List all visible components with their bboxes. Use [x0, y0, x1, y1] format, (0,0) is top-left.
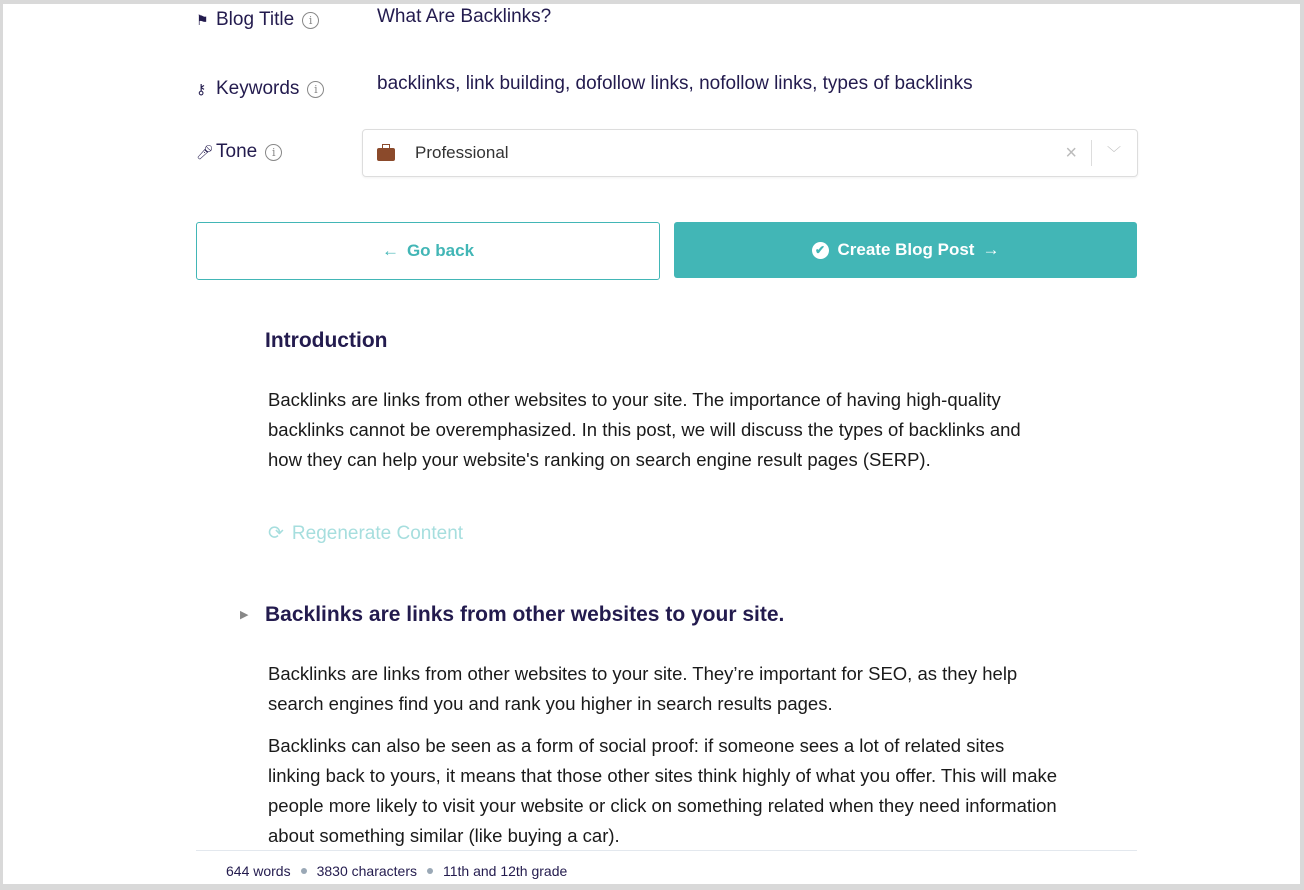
- info-icon[interactable]: i: [307, 81, 324, 98]
- refresh-icon: ⟳: [268, 523, 284, 544]
- keywords-value[interactable]: backlinks, link building, dofollow links, nofollow links, types of backlinks: [377, 73, 973, 94]
- briefcase-icon: [377, 148, 395, 161]
- tone-select[interactable]: [362, 129, 1138, 177]
- intro-paragraph: Backlinks are links from other websites to your site. The importance of having high-quality backlinks cannot be overemphasized. In this post, we will discuss the types of backlinks and how they can help your website's ranking on search engine result pages (SERP).: [268, 389, 1021, 470]
- word-count: 644 words: [226, 863, 291, 879]
- dot-separator: [301, 868, 307, 874]
- section-heading: Backlinks are links from other websites to your site.: [265, 603, 785, 626]
- go-back-button[interactable]: [196, 222, 660, 280]
- grade-level: 11th and 12th grade: [443, 863, 568, 879]
- info-icon[interactable]: i: [302, 12, 319, 29]
- section-paragraph: Backlinks can also be seen as a form of social proof: if someone sees a lot of related sites linking back to yours, it means that those other sites think highly of what you offer. This will make people more likely to visit your website or click on something related when they need information about something similar (like buying a car).: [268, 735, 1058, 846]
- clear-icon[interactable]: ×: [1065, 141, 1077, 164]
- check-circle-icon: ✔: [812, 242, 829, 259]
- stats-footer: [196, 850, 1137, 884]
- page: [3, 4, 1300, 884]
- create-label: Create Blog Post: [837, 240, 975, 259]
- dot-separator: [427, 868, 433, 874]
- keywords-label-row: [196, 78, 324, 100]
- character-count: 3830 characters: [316, 863, 417, 879]
- key-icon: ⚷: [196, 80, 207, 97]
- section-paragraph: Backlinks are links from other websites to your site. They’re important for SEO, as they help search engines find you and rank you higher in search results pages.: [268, 663, 1018, 714]
- blog-title-label-row: [196, 9, 319, 31]
- tone-label: Tone: [216, 141, 258, 162]
- regenerate-label: Regenerate Content: [291, 523, 464, 544]
- arrow-right-icon: →: [982, 240, 1000, 259]
- regenerate-content-button[interactable]: [268, 522, 463, 545]
- microphone-icon: 🎤︎: [196, 143, 214, 160]
- collapse-triangle-icon[interactable]: ▶: [240, 609, 249, 621]
- arrow-left-icon: ←: [381, 241, 399, 260]
- tone-selected-value: Professional: [415, 143, 509, 162]
- blog-title-label: Blog Title: [216, 9, 295, 30]
- create-blog-post-button[interactable]: [674, 222, 1137, 278]
- flag-icon: ⚑: [196, 11, 209, 28]
- tone-label-row: [196, 141, 282, 163]
- info-icon[interactable]: i: [265, 144, 282, 161]
- blog-title-value[interactable]: What Are Backlinks?: [377, 6, 552, 27]
- go-back-label: Go back: [406, 241, 475, 260]
- intro-heading: Introduction: [265, 329, 388, 352]
- chevron-down-icon[interactable]: ﹀: [1107, 145, 1121, 161]
- divider: [1091, 140, 1092, 166]
- keywords-label: Keywords: [216, 78, 300, 99]
